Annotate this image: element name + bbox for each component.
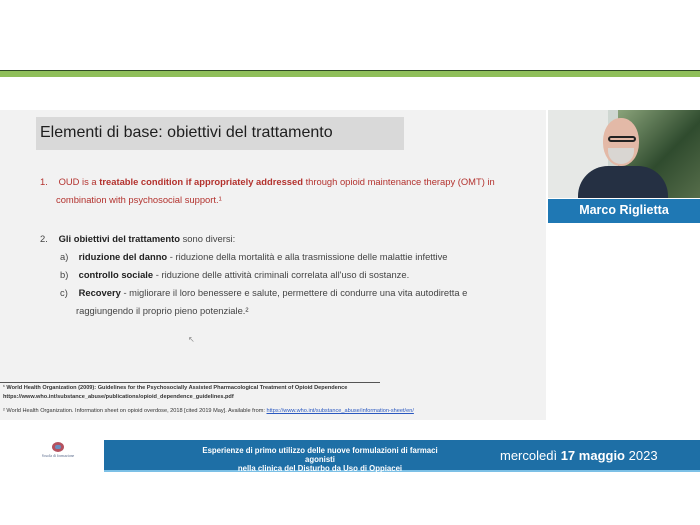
speaker-glasses	[608, 136, 636, 142]
sub-item-letter: b)	[60, 269, 69, 280]
sub-item-a	[60, 248, 504, 266]
event-title-line1: Esperienze di primo utilizzo delle nuove formulazioni di farmaci agonisti	[202, 446, 438, 464]
footnote-rule	[0, 382, 380, 383]
item-text-line2: combination with psychosocial support.¹	[56, 194, 222, 205]
logo-emblem-icon	[52, 442, 64, 452]
speaker-body	[578, 166, 668, 198]
event-date	[500, 448, 658, 463]
logo-text: Scuola di formazione	[41, 454, 75, 458]
item-bold-text: Gli obiettivi del trattamento	[58, 233, 180, 244]
event-title	[190, 446, 450, 473]
sub-item-text: - riduzione della mortalità e alla trasmissione delle malattie infettive	[169, 251, 448, 262]
item-text: OUD is a	[58, 176, 97, 187]
item-text: through opioid maintenance therapy (OMT) in	[305, 176, 495, 187]
sub-item-bold: riduzione del danno	[78, 251, 168, 262]
sub-item-b	[60, 266, 504, 284]
speaker-name: Marco Riglietta	[579, 203, 669, 217]
footnote-2-text: ² World Health Organization. Information sheet on opioid overdose, 2018 [cited 2019 May]. Available from:	[3, 408, 265, 414]
list-item-2	[40, 230, 510, 248]
item-number: 2.	[40, 233, 48, 244]
header-divider	[0, 70, 700, 77]
footnote-1-url: https://www.who.int/substance_abuse/publications/opioid_dependence_guidelines.pdf	[3, 394, 234, 400]
item-number: 1.	[40, 176, 48, 187]
sub-item-text: - riduzione delle attività criminali correlata all'uso di sostanze.	[155, 269, 410, 280]
item-bold-text: treatable condition if appropriately addressed	[99, 176, 303, 187]
mouse-cursor-icon: ↖	[188, 335, 195, 344]
sub-item-text: - migliorare il loro benessere e salute, permettere di condurre una vita autodiretta e	[123, 287, 468, 298]
sub-item-letter: c)	[60, 287, 68, 298]
footnote-2-link[interactable]: https://www.who.int/substance_abuse/information-sheet/en/	[266, 408, 414, 414]
footnote-2	[3, 408, 414, 414]
sub-item-bold: controllo sociale	[78, 269, 154, 280]
event-title-line2: nella clinica del Disturbo da Uso di Oppiacei	[237, 464, 403, 473]
event-date-main: 17 maggio	[560, 448, 625, 463]
sub-item-letter: a)	[60, 251, 69, 262]
list-item-1	[40, 173, 510, 209]
item-text: sono diversi:	[182, 233, 236, 244]
slide-title: Elementi di base: obiettivi del trattamento	[40, 124, 333, 141]
sub-item-bold: Recovery	[78, 287, 121, 298]
event-date-weekday: mercoledì	[500, 448, 558, 463]
footnote-1: ¹ World Health Organization (2009): Guidelines for the Psychosocially Assisted Pharmacological Treatment of Opioid Dependence	[3, 385, 348, 391]
sub-item-text-line2: raggiungendo il proprio pieno potenziale.²	[76, 305, 249, 316]
sub-item-c	[60, 284, 504, 320]
organization-logo	[38, 440, 78, 470]
event-date-year: 2023	[628, 448, 658, 463]
speaker-video	[548, 110, 700, 198]
